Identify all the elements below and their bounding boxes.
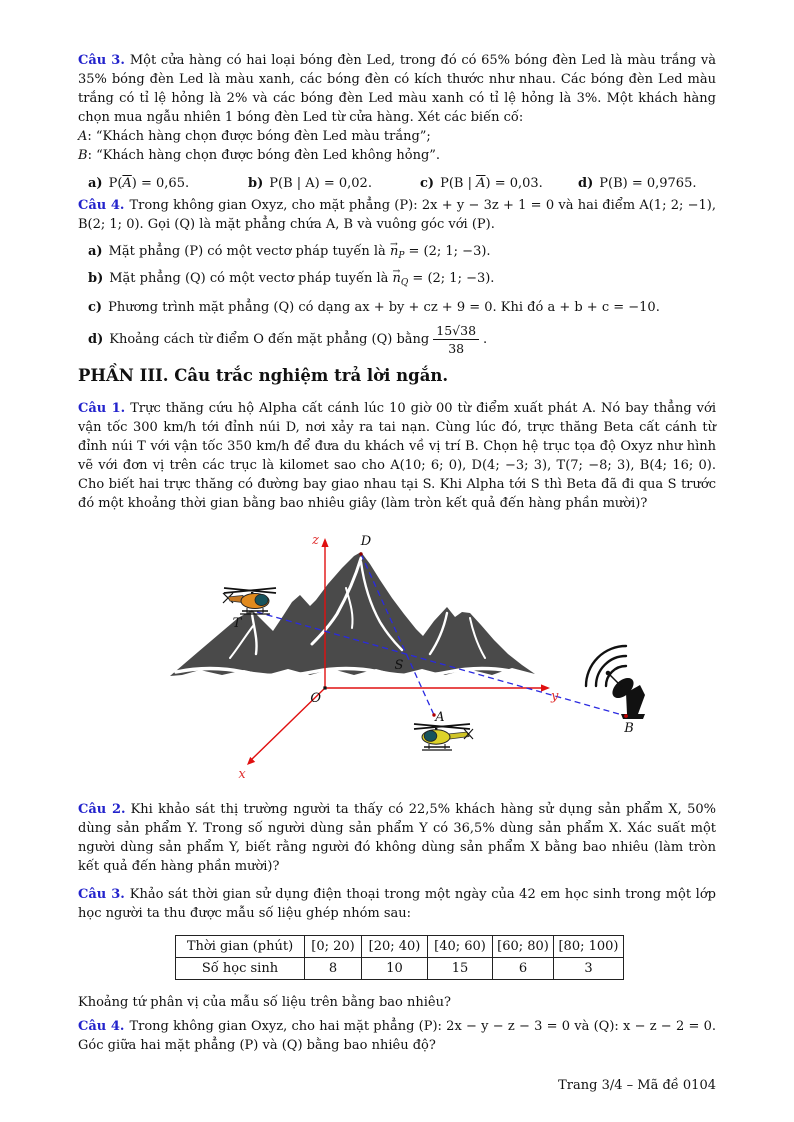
table-cell: [60; 80): [493, 936, 554, 958]
table-cell: [40; 60): [428, 936, 493, 958]
question-text: Trực thăng cứu hộ Alpha cất cánh lúc 10 giờ 00 từ điểm xuất phát A. Nó bay thẳng với vận tốc 300 km/h tới đỉnh núi D, nơi xảy ra tai nạn. Cùng lúc đó, trực thăng Beta cất cánh từ đỉnh núi T với vận tốc 350 km/h để đưa du khách về vị trí B. Chọn hệ trục tọa độ Oxyz như hình vẽ với đơn vị trên các trục là kilomet sao cho A(10; 6; 0), D(4; −3; 3), T(7; −8; 3), B(4; 16; 0). Cho biết hai trực thăng có đường bay giao nhau tại S. Khi Alpha tới S thì Beta đã đi qua S trước đó một khoảng thời gian bằng bao nhiêu giây (làm tròn kết quả đến hàng phần mười)?: [78, 401, 717, 511]
label-T: T: [232, 616, 242, 631]
question-p3-4: [78, 1017, 716, 1055]
question-p3-3-followup: Khoảng tứ phân vị của mẫu số liệu trên bằng bao nhiêu?: [78, 995, 451, 1010]
question-text: Khảo sát thời gian sử dụng điện thoại trong một ngày của 42 em học sinh trong một lớp học người ta thu được mẫu số liệu ghép nhóm sau:: [78, 887, 716, 921]
question-label: Câu 3.: [78, 53, 125, 68]
table-header-row: [176, 936, 624, 958]
question-label: Câu 3.: [78, 887, 125, 902]
helicopter-alpha-icon: [414, 724, 473, 750]
vector-n: → n: [393, 269, 401, 288]
table-cell: 15: [428, 958, 493, 980]
table-cell: Thời gian (phút): [176, 936, 305, 958]
question-label: Câu 4.: [78, 198, 125, 213]
question-p2-3: [78, 51, 716, 193]
question-p2-4-paragraph: [78, 196, 716, 234]
statement-d: d) Khoảng cách từ điểm O đến mặt phẳng (Q) bằng $\frac{15√38}{38}$ .: [88, 322, 488, 356]
label-x: x: [238, 767, 246, 782]
mountain-range: [170, 552, 535, 676]
page-footer: Trang 3/4 – Mã đề 0104: [558, 1078, 716, 1093]
option-d: d) P(B) = 0,9765.: [578, 176, 697, 191]
point-B-dot: [624, 714, 628, 718]
table-cell: [0; 20): [305, 936, 362, 958]
event-definition-b: B: “Khách hàng chọn được bóng đèn Led không hỏng”.: [78, 148, 441, 163]
label-y: y: [551, 689, 559, 704]
label-z: z: [312, 533, 319, 548]
part3-heading: PHẦN III. Câu trắc nghiệm trả lời ngắn.: [78, 366, 449, 385]
question-text: Khi khảo sát thị trường người ta thấy có 22,5% khách hàng sử dụng sản phẩm X, 50% dùng sản phẩm Y. Trong số người dùng sản phẩm Y có 36,5% dùng sản phẩm X. Xác suất một người dùng sản phẩm Y, biết rằng người đó không dùng sản phẩm X bằng bao nhiêu (làm tròn kết quả đến hàng phần mười)?: [78, 802, 716, 874]
vector-n: → n: [390, 242, 398, 261]
question-text: Một cửa hàng có hai loại bóng đèn Led, trong đó có 65% bóng đèn Led là màu trắng và 35% bóng đèn Led là màu xanh, các bóng đèn có kích thước như nhau. Các bóng đèn Led màu trắng có tỉ lệ hỏng là 2% và các bóng đèn Led màu xanh có tỉ lệ hỏng là 3%. Một khách hàng chọn mua ngẫu nhiên 1 bóng đèn Led từ cửa hàng. Xét các biến cố:: [78, 53, 716, 125]
question-label: Câu 4.: [78, 1019, 125, 1034]
signal-arcs: [586, 646, 626, 686]
table-cell: [20; 40): [362, 936, 428, 958]
question-p3-3: [78, 885, 716, 923]
table-cell: 10: [362, 958, 428, 980]
table-cell: 3: [554, 958, 624, 980]
question-label: Câu 2.: [78, 802, 126, 817]
question-p2-4: [78, 196, 716, 359]
table-cell: Số học sinh: [176, 958, 305, 980]
table-value-row: [176, 958, 624, 980]
question-label: Câu 1.: [78, 401, 126, 416]
frequency-table: [175, 935, 624, 980]
table-cell: 6: [493, 958, 554, 980]
fraction: $\frac{15√38}{38}$: [433, 323, 479, 356]
event-definition-a: A: “Khách hàng chọn được bóng đèn Led màu trắng”;: [78, 129, 431, 144]
question-p2-3-paragraph: [78, 51, 716, 127]
question-p3-1: [78, 399, 716, 513]
label-D: D: [360, 534, 372, 549]
question-p3-3-paragraph: [78, 885, 716, 923]
point-D-dot: [359, 552, 362, 555]
question-p3-2-paragraph: [78, 800, 716, 876]
statement-b: b) Mặt phẳng (Q) có một vectơ pháp tuyến là → $n_Q = (2$; 1; −3).: [88, 269, 716, 293]
table-cell: 8: [305, 958, 362, 980]
question-p3-4-paragraph: [78, 1017, 716, 1055]
question-text: Trong không gian Oxyz, cho hai mặt phẳng (P): 2x − y − z − 3 = 0 và (Q): x − z − 2 = 0. Góc giữa hai mặt phẳng (P) và (Q) bằng bao nhiêu độ?: [78, 1019, 716, 1053]
question-p3-1-paragraph: [78, 399, 716, 513]
label-O: O: [310, 691, 321, 706]
label-B: B: [624, 721, 634, 736]
question-p3-2: [78, 800, 716, 876]
statement-c: c) Phương trình mặt phẳng (Q) có dạng ax + by + cz + 9 = 0. Khi đó a + b + c = −10.: [88, 300, 660, 315]
satellite-dish-icon: [586, 646, 645, 719]
options-row: [78, 174, 716, 193]
origin-dot: [323, 686, 326, 689]
option-b: b) P(B | A) = 0,02.: [248, 176, 372, 191]
figure-svg: [140, 528, 660, 786]
label-S: S: [394, 658, 404, 673]
question-text: Trong không gian Oxyz, cho mặt phẳng (P): 2x + y − 3z + 1 = 0 và hai điểm A(1; 2; −1), B(2; 1; 0). Gọi (Q) là mặt phẳng chứa A, B và vuông góc với (P).: [78, 198, 716, 232]
statement-a: a) Mặt phẳng (P) có một vectơ pháp tuyến là → $n_P = (2$; 1; −3).: [88, 242, 716, 266]
table-cell: [80; 100): [554, 936, 624, 958]
helicopter-beta-icon: [223, 588, 276, 614]
option-a: a) $P(\overline{A}) = 0,65$.: [88, 176, 190, 191]
coordinate-figure: [140, 528, 660, 786]
option-c: c) P(B | $\overline{A}) = 0,03$.: [420, 176, 543, 191]
label-A: A: [435, 710, 445, 725]
